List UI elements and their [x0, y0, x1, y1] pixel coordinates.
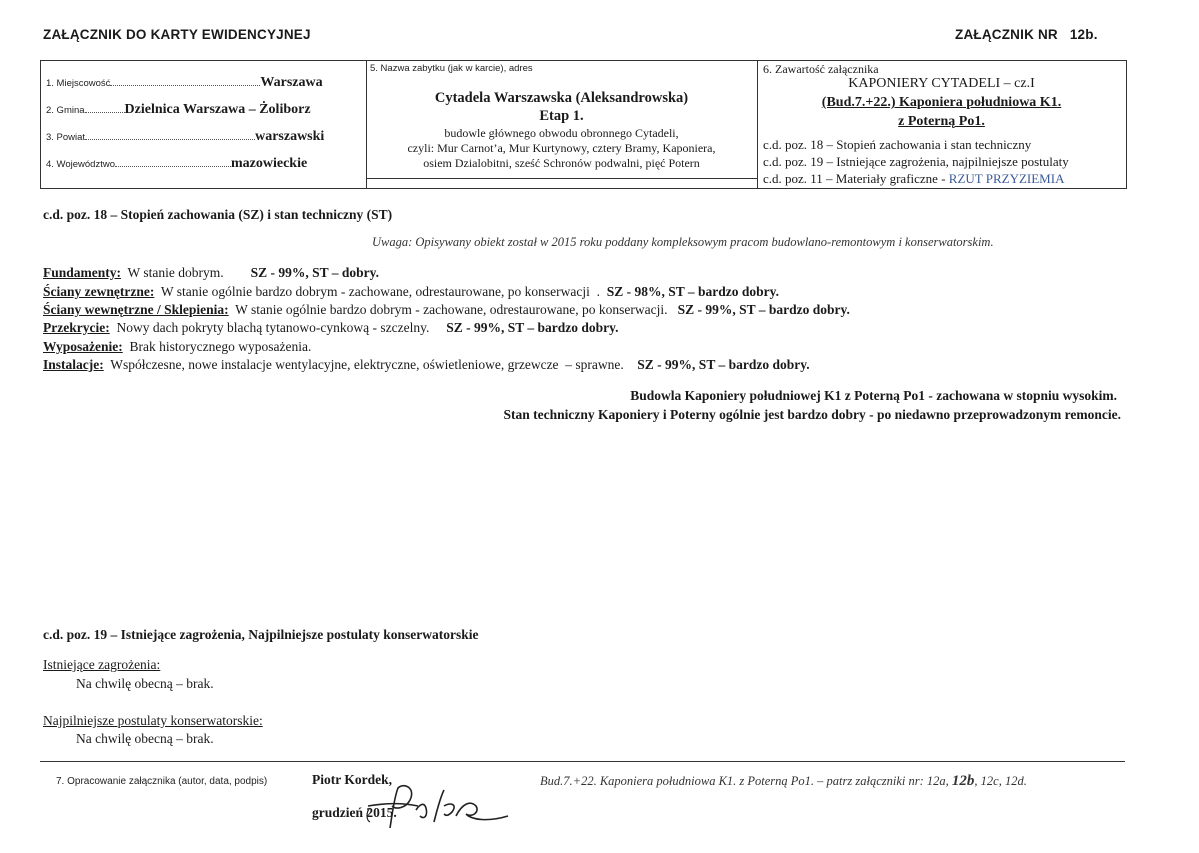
postulates-label: Najpilniejsze postulaty konserwatorskie:	[43, 713, 263, 728]
contents-line-prefix: c.d. poz. 11 – Materiały graficzne -	[763, 171, 949, 186]
condition-name: Przekrycie:	[43, 320, 110, 335]
condition-text: Współczesne, nowe instalacje wentylacyjne, elektryczne, oświetleniowe, grzewcze – sprawne.	[103, 357, 638, 372]
condition-text: W stanie ogólnie bardzo dobrym - zachowane, odrestaurowane, po konserwacji.	[228, 302, 678, 317]
postulates-value: Na chwilę obecną – brak.	[76, 731, 214, 746]
condition-name: Instalacje:	[43, 357, 104, 372]
condition-grade: SZ - 99%, ST – bardzo dobry.	[637, 357, 810, 372]
footer-reference-suffix: , 12c, 12d.	[974, 774, 1027, 788]
condition-row-outer-walls	[43, 284, 779, 300]
condition-name: Ściany zewnętrzne:	[43, 284, 155, 299]
location-label: 3. Powiat	[46, 132, 86, 143]
location-row-town	[46, 73, 346, 91]
location-label: 2. Gmina	[46, 105, 85, 116]
location-label: 1. Miejscowość	[46, 78, 111, 89]
condition-row-installations	[43, 357, 810, 373]
location-value: mazowieckie	[231, 156, 308, 171]
location-row-county	[46, 127, 346, 145]
condition-name: Ściany wewnętrzne / Sklepienia:	[43, 302, 229, 317]
section-18-heading: c.d. poz. 18 – Stopień zachowania (SZ) i stan techniczny (ST)	[43, 207, 393, 222]
condition-row-inner-walls	[43, 302, 850, 318]
contents-line: c.d. poz. 19 – Istniejące zagrożenia, najpilniejsze postulaty	[763, 154, 1069, 169]
location-value: Dzielnica Warszawa – Żoliborz	[124, 102, 311, 117]
condition-text: W stanie ogólnie bardzo dobrym - zachowane, odrestaurowane, po konserwacji .	[154, 284, 607, 299]
condition-text: W stanie dobrym.	[121, 265, 251, 280]
contents-label: 6. Zawartość załącznika	[763, 62, 879, 76]
footer-reference-prefix: Bud.7.+22. Kaponiera południowa K1. z Poterną Po1. – patrz załączniki nr: 12a,	[540, 774, 952, 788]
monument-desc: czyli: Mur Carnot’a, Mur Kurtynowy, cztery Bramy, Kaponiera,	[407, 141, 716, 155]
condition-row-equipment	[43, 339, 311, 355]
condition-name: Wyposażenie:	[43, 339, 123, 354]
location-row-voivodeship	[46, 154, 346, 172]
contents-line	[763, 171, 1064, 187]
contents-title: KAPONIERY CYTADELI – cz.I	[848, 76, 1035, 91]
monument-label: 5. Nazwa zabytku (jak w karcie), adres	[370, 63, 533, 74]
attachment-number-prefix: ZAŁĄCZNIK NR	[955, 27, 1058, 42]
condition-grade: SZ - 99%, ST – bardzo dobry.	[446, 320, 619, 335]
footer-reference-current: 12b	[951, 773, 975, 789]
section-18-note: Uwaga: Opisywany obiekt został w 2015 roku poddany kompleksowym pracom budowlano-remontowym i konserwatorskim.	[372, 235, 994, 249]
monument-stage: Etap 1.	[539, 108, 584, 124]
attachment-number-value: 12b.	[1069, 27, 1098, 42]
condition-text: Nowy dach pokryty blachą tytanowo-cynkową - szczelny.	[109, 320, 447, 335]
divider	[366, 178, 757, 179]
signature	[360, 776, 520, 846]
monument-name: Cytadela Warszawska (Aleksandrowska)	[434, 90, 689, 106]
monument-desc: budowle głównego obwodu obronnego Cytadeli,	[444, 126, 679, 140]
section-19-heading: c.d. poz. 19 – Istniejące zagrożenia, Najpilniejsze postulaty konserwatorskie	[43, 627, 479, 642]
footer-author: Piotr Kordek,	[312, 772, 392, 787]
location-label: 4. Województwo	[46, 159, 115, 170]
condition-row-foundations	[43, 265, 379, 281]
graphic-materials-link[interactable]: RZUT PRZYZIEMIA	[948, 171, 1065, 186]
condition-row-roof	[43, 320, 619, 336]
footer-date: grudzień 2015.	[312, 805, 397, 820]
condition-name: Fundamenty:	[43, 265, 122, 280]
dotted-leader	[110, 77, 260, 86]
dotted-leader	[115, 158, 231, 167]
monument-desc: osiem Dzialobitni, sześć Schronów podwalni, pięć Potern	[423, 156, 700, 170]
attachment-title: ZAŁĄCZNIK DO KARTY EWIDENCYJNEJ	[43, 27, 311, 42]
footer-rule	[40, 761, 1125, 762]
threats-label: Istniejące zagrożenia:	[43, 657, 161, 672]
location-row-commune	[46, 100, 346, 118]
attachment-number	[955, 27, 1098, 42]
contents-subtitle: (Bud.7.+22.) Kaponiera południowa K1.	[821, 95, 1062, 110]
threats-value: Na chwilę obecną – brak.	[76, 676, 214, 691]
dotted-leader	[85, 104, 125, 113]
condition-grade: SZ - 99%, ST – bardzo dobry.	[677, 302, 850, 317]
location-value: warszawski	[255, 129, 325, 144]
condition-text: Brak historycznego wyposażenia.	[122, 339, 312, 354]
condition-grade: SZ - 99%, ST – dobry.	[250, 265, 380, 280]
location-value: Warszawa	[260, 75, 323, 90]
summary-line: Stan techniczny Kaponiery i Poterny ogólnie jest bardzo dobry - po niedawno przeprowadzonym remoncie.	[503, 407, 1121, 422]
footer-reference	[540, 773, 1027, 790]
footer-label: 7. Opracowanie załącznika (autor, data, podpis)	[56, 776, 268, 787]
contents-line: c.d. poz. 18 – Stopień zachowania i stan techniczny	[763, 137, 1032, 152]
dotted-leader	[85, 131, 255, 140]
contents-subtitle: z Poterną Po1.	[898, 114, 985, 129]
summary-line: Budowla Kaponiery południowej K1 z Poterną Po1 - zachowana w stopniu wysokim.	[630, 388, 1117, 403]
condition-grade: SZ - 98%, ST – bardzo dobry.	[606, 284, 779, 299]
